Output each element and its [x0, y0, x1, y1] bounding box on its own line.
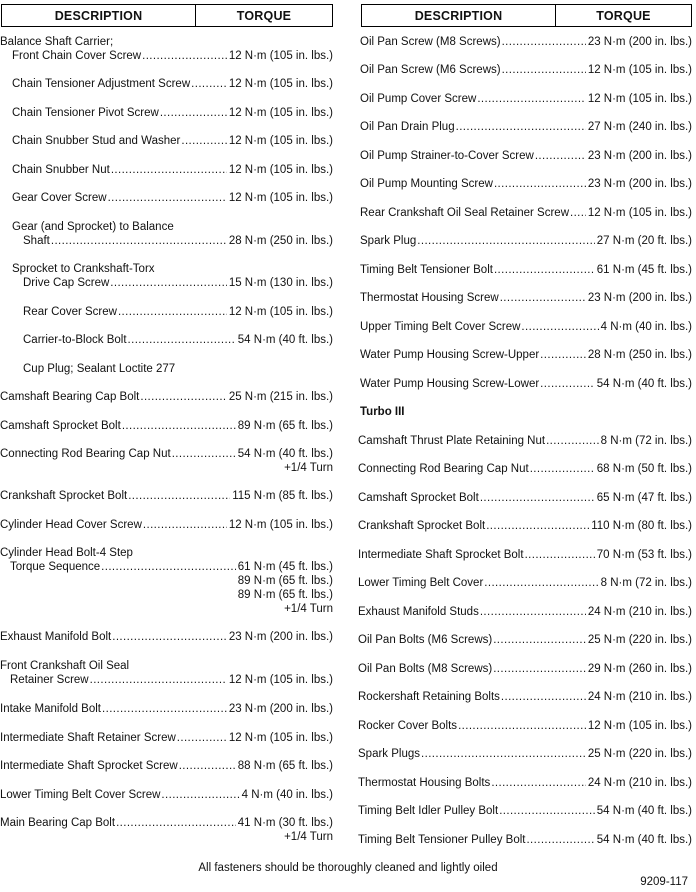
torque-value: 54 N·m (40 ft. lbs.)	[237, 334, 333, 346]
dot-leader	[101, 560, 236, 574]
dot-leader	[484, 576, 598, 590]
torque-row	[358, 605, 692, 619]
row-line	[0, 77, 333, 91]
torque-value: 23 N·m (200 in. lbs.)	[587, 150, 692, 162]
component-description: Gear Cover Screw	[12, 192, 107, 204]
torque-value: 12 N·m (105 in. lbs.)	[228, 135, 333, 147]
row-line	[0, 560, 333, 574]
component-description: Timing Belt Tensioner Pulley Bolt	[358, 834, 526, 846]
torque-row	[358, 206, 692, 220]
dot-leader	[491, 776, 586, 790]
component-description: Gear (and Sprocket) to Balance	[12, 221, 174, 233]
torque-value: 12 N·m (105 in. lbs.)	[228, 674, 333, 686]
dot-leader	[122, 419, 236, 433]
row-line	[0, 106, 333, 120]
component-description: Intermediate Shaft Sprocket Bolt	[358, 549, 524, 561]
row-line	[358, 263, 692, 277]
row-line	[0, 702, 333, 716]
dot-leader	[177, 731, 227, 745]
torque-row	[0, 546, 333, 616]
torque-value: 54 N·m (40 ft. lbs.)	[596, 378, 692, 390]
dot-leader	[102, 702, 227, 716]
component-description: Chain Snubber Stud and Washer	[12, 135, 181, 147]
torque-value: 12 N·m (105 in. lbs.)	[587, 720, 692, 732]
torque-value: 12 N·m (105 in. lbs.)	[228, 50, 333, 62]
row-line	[358, 690, 692, 704]
component-description: Exhaust Manifold Studs	[358, 606, 479, 618]
torque-row	[358, 149, 692, 163]
torque-value: 28 N·m (250 in. lbs.)	[228, 235, 333, 247]
torque-value: 41 N·m (30 ft. lbs.)	[237, 817, 333, 829]
row-line	[358, 776, 692, 790]
torque-row	[358, 462, 692, 476]
row-line	[0, 191, 333, 205]
component-description: Oil Pan Screw (M6 Screws)	[360, 64, 501, 76]
component-description: Sprocket to Crankshaft-Torx	[12, 263, 155, 275]
component-description: Intermediate Shaft Retainer Screw	[0, 732, 176, 744]
figure-reference: 9209-117	[640, 876, 688, 888]
torque-value: 88 N·m (65 ft. lbs.)	[237, 760, 333, 772]
row-line	[0, 49, 333, 63]
torque-value: 24 N·m (210 in. lbs.)	[587, 777, 692, 789]
dot-leader	[181, 134, 226, 148]
torque-row	[0, 659, 333, 687]
torque-value: 8 N·m (72 in. lbs.)	[600, 435, 692, 447]
component-description: Rockershaft Retaining Bolts	[358, 691, 500, 703]
torque-row	[0, 220, 333, 248]
row-line	[0, 333, 333, 347]
row-line	[358, 348, 692, 362]
torque-row	[358, 747, 692, 761]
component-description: Oil Pan Drain Plug	[360, 121, 455, 133]
torque-row	[358, 234, 692, 248]
torque-value: 29 N·m (260 in. lbs.)	[587, 663, 692, 675]
torque-value: 27 N·m (240 in. lbs.)	[587, 121, 692, 133]
torque-value: 89 N·m (65 ft. lbs.)	[237, 420, 333, 432]
row-line	[0, 659, 333, 673]
row-line	[0, 134, 333, 148]
torque-row	[358, 120, 692, 134]
dot-leader	[540, 377, 595, 391]
component-description: Spark Plug	[360, 235, 417, 247]
torque-value: 61 N·m (45 ft. lbs.)	[237, 561, 333, 573]
left-table-header	[1, 4, 333, 27]
dot-leader	[51, 234, 227, 248]
row-line	[0, 788, 333, 802]
section-heading	[358, 405, 692, 419]
row-line	[0, 234, 333, 248]
torque-value: 24 N·m (210 in. lbs.)	[587, 606, 692, 618]
component-description: Water Pump Housing Screw-Upper	[360, 349, 540, 361]
component-description: Rear Cover Screw	[23, 306, 117, 318]
torque-value: 12 N·m (105 in. lbs.)	[228, 732, 333, 744]
row-line	[358, 548, 692, 562]
row-line	[358, 462, 692, 476]
component-description: Spark Plugs	[358, 748, 421, 760]
row-line	[358, 605, 692, 619]
dot-leader	[502, 35, 586, 49]
torque-value: 61 N·m (45 ft. lbs.)	[596, 264, 692, 276]
dot-leader	[456, 120, 586, 134]
torque-row	[358, 633, 692, 647]
dot-leader	[417, 234, 595, 248]
torque-value: 68 N·m (50 ft. lbs.)	[596, 463, 692, 475]
torque-value: 23 N·m (200 in. lbs.)	[228, 631, 333, 643]
row-line	[358, 206, 692, 220]
dot-leader	[500, 291, 586, 305]
row-line	[358, 377, 692, 391]
component-description: Lower Timing Belt Cover	[358, 577, 484, 589]
dot-leader	[480, 491, 595, 505]
dot-leader	[179, 759, 236, 773]
torque-value: 4 N·m (40 in. lbs.)	[241, 789, 333, 801]
component-description: Oil Pan Bolts (M6 Screws)	[358, 634, 493, 646]
torque-value: 15 N·m (130 in. lbs.)	[228, 277, 333, 289]
torque-row	[0, 134, 333, 148]
torque-row	[0, 489, 333, 503]
torque-value: 12 N·m (105 in. lbs.)	[587, 93, 692, 105]
torque-step-value: +1/4 Turn	[284, 603, 333, 615]
torque-row	[358, 177, 692, 191]
dot-leader	[521, 320, 598, 334]
torque-row	[358, 491, 692, 505]
component-description: Camshaft Bearing Cap Bolt	[0, 391, 140, 403]
torque-row	[0, 702, 333, 716]
dot-leader	[499, 804, 595, 818]
dot-leader	[128, 333, 236, 347]
torque-value: 27 N·m (20 ft. lbs.)	[596, 235, 692, 247]
torque-value: 23 N·m (200 in. lbs.)	[228, 703, 333, 715]
footnote: All fasteners should be thoroughly cleaned and lightly oiled	[198, 862, 498, 874]
dot-leader	[526, 833, 594, 847]
row-line	[358, 519, 692, 533]
torque-row	[358, 690, 692, 704]
torque-value: 110 N·m (80 ft. lbs.)	[591, 520, 692, 532]
component-description: Drive Cap Screw	[23, 277, 110, 289]
dot-leader	[128, 489, 230, 503]
row-line	[0, 276, 333, 290]
row-line	[0, 731, 333, 745]
torque-row	[0, 731, 333, 745]
row-line	[0, 447, 333, 461]
torque-value: 54 N·m (40 ft. lbs.)	[596, 805, 692, 817]
torque-value: 24 N·m (210 in. lbs.)	[587, 691, 692, 703]
component-description: Front Crankshaft Oil Seal	[0, 660, 130, 672]
row-line	[0, 489, 333, 503]
dot-leader	[493, 633, 586, 647]
dot-leader	[501, 690, 586, 704]
row-line	[0, 390, 333, 404]
dot-leader	[480, 605, 586, 619]
torque-row	[358, 576, 692, 590]
row-line	[0, 35, 333, 49]
component-description: Front Chain Cover Screw	[12, 50, 142, 62]
torque-row	[0, 106, 333, 120]
dot-leader	[535, 149, 586, 163]
row-line	[358, 833, 692, 847]
row-line	[0, 546, 333, 560]
component-description: Crankshaft Sprocket Bolt	[358, 520, 486, 532]
row-line	[358, 92, 692, 106]
torque-value: 12 N·m (105 in. lbs.)	[228, 78, 333, 90]
dot-leader	[143, 518, 227, 532]
torque-row	[0, 77, 333, 91]
torque-header: TORQUE	[195, 5, 332, 26]
component-description: Camshaft Sprocket Bolt	[358, 492, 479, 504]
dot-leader	[494, 263, 595, 277]
component-description: Oil Pan Screw (M8 Screws)	[360, 36, 501, 48]
row-line	[358, 747, 692, 761]
torque-row	[0, 788, 333, 802]
torque-row	[358, 548, 692, 562]
component-description: Cylinder Head Cover Screw	[0, 519, 142, 531]
torque-row	[358, 291, 692, 305]
dot-leader	[477, 92, 586, 106]
torque-row	[358, 263, 692, 277]
component-description: Oil Pump Cover Screw	[360, 93, 477, 105]
torque-row	[358, 35, 692, 49]
torque-row	[358, 320, 692, 334]
row-line	[358, 35, 692, 49]
torque-row	[358, 63, 692, 77]
torque-value: 12 N·m (105 in. lbs.)	[228, 519, 333, 531]
component-description: Thermostat Housing Bolts	[358, 777, 491, 789]
dot-leader	[142, 49, 227, 63]
torque-value: 54 N·m (40 ft. lbs.)	[596, 834, 692, 846]
component-description: Oil Pump Strainer-to-Cover Screw	[360, 150, 534, 162]
component-description: Water Pump Housing Screw-Lower	[360, 378, 540, 390]
torque-value: 12 N·m (105 in. lbs.)	[228, 164, 333, 176]
dot-leader	[421, 747, 586, 761]
dot-leader	[111, 163, 227, 177]
component-description: Balance Shaft Carrier;	[0, 36, 114, 48]
dot-leader	[160, 106, 227, 120]
torque-value: 12 N·m (105 in. lbs.)	[587, 64, 692, 76]
torque-value: 12 N·m (105 in. lbs.)	[228, 107, 333, 119]
component-description: Rocker Cover Bolts	[358, 720, 458, 732]
row-line	[358, 63, 692, 77]
component-description: Carrier-to-Block Bolt	[23, 334, 127, 346]
dot-leader	[502, 63, 586, 77]
row-line	[358, 120, 692, 134]
torque-row	[0, 163, 333, 177]
torque-step-value: +1/4 Turn	[284, 831, 333, 843]
component-description: Cylinder Head Bolt-4 Step	[0, 547, 133, 559]
row-line	[0, 419, 333, 433]
row-line	[358, 434, 692, 448]
row-line	[358, 576, 692, 590]
component-description: Connecting Rod Bearing Cap Nut	[358, 463, 529, 475]
torque-value: 8 N·m (72 in. lbs.)	[600, 577, 692, 589]
dot-leader	[493, 662, 586, 676]
torque-value: 12 N·m (105 in. lbs.)	[228, 192, 333, 204]
component-description: Timing Belt Tensioner Bolt	[360, 264, 493, 276]
component-description: Oil Pump Mounting Screw	[360, 178, 493, 190]
description-header: DESCRIPTION	[414, 8, 503, 23]
torque-value: 23 N·m (200 in. lbs.)	[587, 36, 692, 48]
component-description: Retainer Screw	[10, 674, 89, 686]
torque-value: 115 N·m (85 ft. lbs.)	[232, 490, 333, 502]
torque-row	[358, 662, 692, 676]
torque-row	[0, 816, 333, 844]
torque-row	[358, 92, 692, 106]
component-description: Intermediate Shaft Sprocket Screw	[0, 760, 178, 772]
row-line	[358, 804, 692, 818]
component-description: Crankshaft Sprocket Bolt	[0, 490, 128, 502]
component-description: Chain Tensioner Pivot Screw	[12, 107, 159, 119]
component-description: Chain Tensioner Adjustment Screw	[12, 78, 191, 90]
torque-row	[0, 759, 333, 773]
torque-row	[0, 518, 333, 532]
row-line	[0, 630, 333, 644]
row-line	[358, 405, 692, 419]
torque-value: 12 N·m (105 in. lbs.)	[587, 207, 692, 219]
component-description: Turbo III	[360, 406, 405, 418]
dot-leader	[172, 447, 236, 461]
component-description: Camshaft Thrust Plate Retaining Nut	[358, 435, 546, 447]
dot-leader	[108, 191, 227, 205]
torque-row	[0, 262, 333, 290]
component-description: Timing Belt Idler Pulley Bolt	[358, 805, 499, 817]
dot-leader	[110, 276, 227, 290]
dot-leader	[140, 390, 226, 404]
torque-row	[358, 833, 692, 847]
dot-leader	[494, 177, 586, 191]
torque-value: 23 N·m (200 in. lbs.)	[587, 292, 692, 304]
torque-value: 65 N·m (47 ft. lbs.)	[596, 492, 692, 504]
torque-row	[0, 191, 333, 205]
row-line	[358, 719, 692, 733]
row-line	[358, 662, 692, 676]
row-line	[0, 673, 333, 687]
torque-value: 23 N·m (200 in. lbs.)	[587, 178, 692, 190]
torque-value: 25 N·m (220 in. lbs.)	[587, 634, 692, 646]
component-description: Oil Pan Bolts (M8 Screws)	[358, 663, 493, 675]
torque-row	[358, 719, 692, 733]
torque-row	[0, 447, 333, 475]
torque-header: TORQUE	[555, 5, 691, 26]
component-description: Shaft	[23, 235, 50, 247]
torque-row	[0, 333, 333, 347]
torque-row	[358, 434, 692, 448]
row-line	[358, 633, 692, 647]
dot-leader	[530, 462, 595, 476]
torque-row	[358, 519, 692, 533]
dot-leader	[486, 519, 589, 533]
right-table-header	[361, 4, 692, 27]
component-description: Camshaft Sprocket Bolt	[0, 420, 121, 432]
torque-row	[0, 305, 333, 319]
dot-leader	[116, 816, 236, 830]
row-line	[358, 491, 692, 505]
dot-leader	[118, 305, 227, 319]
row-line	[0, 816, 333, 830]
torque-value: 54 N·m (40 ft. lbs.)	[237, 448, 333, 460]
torque-row	[358, 804, 692, 818]
row-line	[0, 305, 333, 319]
dot-leader	[546, 434, 599, 448]
component-description: Lower Timing Belt Cover Screw	[0, 789, 161, 801]
dot-leader	[570, 206, 586, 220]
row-line	[0, 362, 333, 376]
row-line	[358, 320, 692, 334]
component-description: Cup Plug; Sealant Loctite 277	[23, 363, 176, 375]
torque-step-value: 89 N·m (65 ft. lbs.)	[237, 575, 333, 587]
row-line	[0, 220, 333, 234]
row-line	[0, 759, 333, 773]
component-description: Upper Timing Belt Cover Screw	[360, 321, 521, 333]
row-line	[358, 291, 692, 305]
torque-row	[358, 377, 692, 391]
torque-row	[0, 390, 333, 404]
dot-leader	[525, 548, 595, 562]
dot-leader	[161, 788, 239, 802]
torque-value: 25 N·m (215 in. lbs.)	[228, 391, 333, 403]
torque-step-value: 89 N·m (65 ft. lbs.)	[237, 589, 333, 601]
dot-leader	[90, 673, 227, 687]
row-line	[0, 163, 333, 177]
component-description: Chain Snubber Nut	[12, 164, 110, 176]
dot-leader	[112, 630, 227, 644]
description-header: DESCRIPTION	[54, 8, 143, 23]
torque-value: 25 N·m (220 in. lbs.)	[587, 748, 692, 760]
dot-leader	[540, 348, 586, 362]
torque-value: 12 N·m (105 in. lbs.)	[228, 306, 333, 318]
torque-value: 70 N·m (53 ft. lbs.)	[596, 549, 692, 561]
component-description: Main Bearing Cap Bolt	[0, 817, 116, 829]
component-description: Rear Crankshaft Oil Seal Retainer Screw	[360, 207, 569, 219]
torque-row	[0, 630, 333, 644]
torque-value: 28 N·m (250 in. lbs.)	[587, 349, 692, 361]
component-description: Thermostat Housing Screw	[360, 292, 499, 304]
component-description: Exhaust Manifold Bolt	[0, 631, 112, 643]
torque-row	[0, 49, 333, 63]
row-line	[0, 518, 333, 532]
row-line	[358, 177, 692, 191]
torque-row	[0, 419, 333, 433]
component-description: Connecting Rod Bearing Cap Nut	[0, 448, 171, 460]
dot-leader	[458, 719, 586, 733]
row-line	[358, 234, 692, 248]
torque-row	[0, 35, 333, 49]
dot-leader	[191, 77, 227, 91]
component-description: Torque Sequence	[10, 561, 101, 573]
torque-row	[358, 776, 692, 790]
torque-value: 4 N·m (40 in. lbs.)	[600, 321, 692, 333]
torque-step-value: +1/4 Turn	[284, 462, 333, 474]
torque-row	[358, 348, 692, 362]
component-description: Intake Manifold Bolt	[0, 703, 102, 715]
row-line	[0, 262, 333, 276]
torque-row	[0, 362, 333, 376]
row-line	[358, 149, 692, 163]
